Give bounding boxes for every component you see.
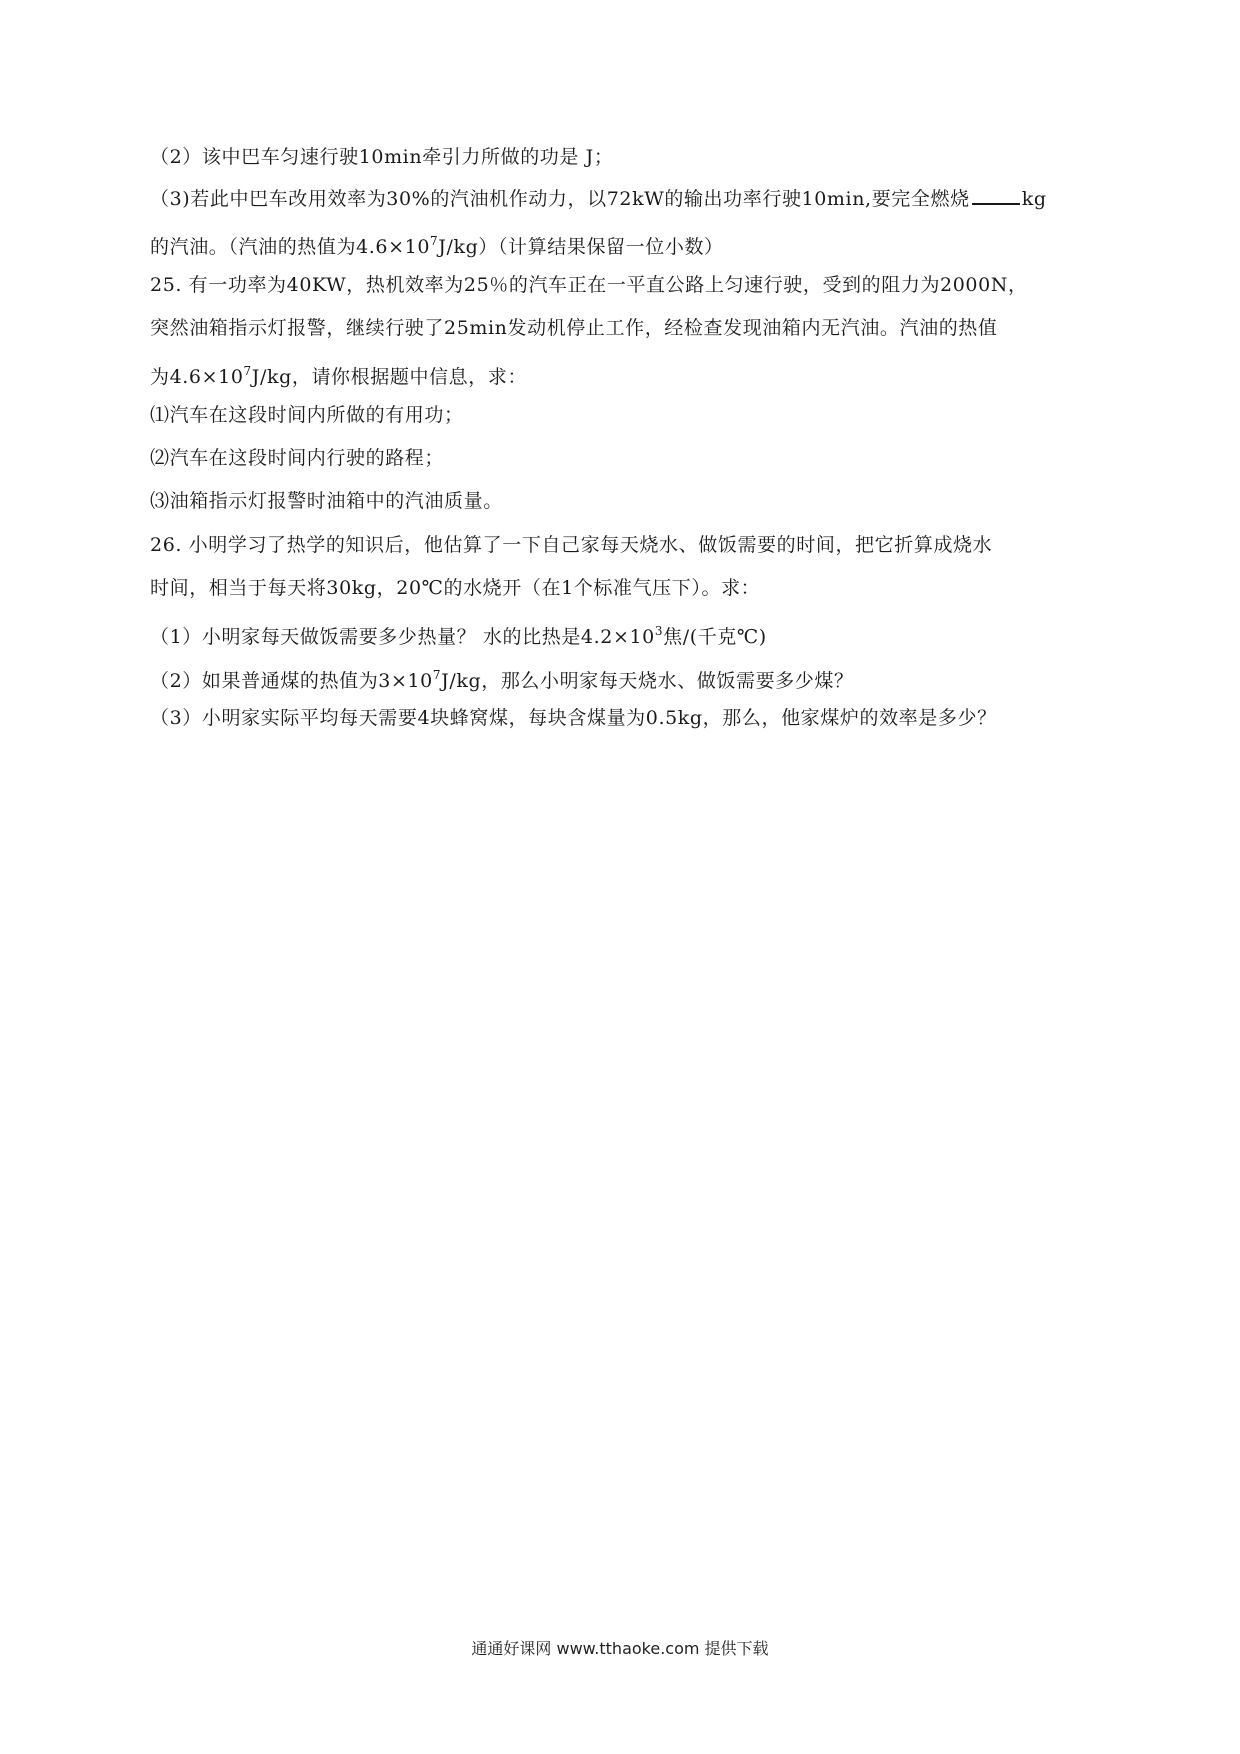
q25-line2 [150,313,1100,343]
q25-stem-3-pre: 为4.6×10 [150,366,244,388]
q25-part2 [150,443,1100,473]
answer-blank[interactable] [972,185,1020,205]
q25-part3-text: ⑶油箱指示灯报警时油箱中的汽油质量。 [150,490,503,512]
q24-heat-value-pre: 的汽油。（汽油的热值为4.6×10 [150,236,431,258]
q24-part3-text: （3)若此中巴车改用效率为30%的汽油机作动力，以72kW的输出功率行驶10min,要完全燃烧 [150,188,970,210]
q25-line3 [150,356,1100,392]
q24-part3-line2 [150,226,1100,262]
q26-part2-pre: （2）如果普通煤的热值为3×10 [150,670,433,692]
q26-stem-2: 时间，相当于每天将30kg，20℃的水烧开（在1个标准气压下）。求： [150,577,761,599]
q24-heat-value-post: J/kg）（计算结果保留一位小数） [438,236,724,258]
q26-part2-post: J/kg，那么小明家每天烧水、做饭需要多少煤？ [441,670,854,692]
q26-part1-post: 焦/(千克℃) [663,626,767,648]
q24-part2-text: （2）该中巴车匀速行驶10min牵引力所做的功是 J； [150,146,614,168]
exponent: 7 [430,234,439,248]
q26-part3-text: （3）小明家实际平均每天需要4块蜂窝煤，每块含煤量为0.5kg，那么，他家煤炉的效率是多少？ [150,707,997,729]
q24-part3-unit: kg [1021,188,1047,210]
page-footer [0,1636,1240,1659]
q26-stem-1: 26. 小明学习了热学的知识后，他估算了一下自己家每天烧水、做饭需要的时间，把它折算成烧水 [150,534,993,556]
q26-line2 [150,573,1100,603]
q25-line1 [150,270,1100,300]
q25-stem-1: 25. 有一功率为40KW，热机效率为25％的汽车正在一平直公路上匀速行驶，受到的阻力为2000N， [150,274,1028,296]
q24-part3-line1 [150,184,1100,214]
q25-part2-text: ⑵汽车在这段时间内行驶的路程； [150,447,445,469]
q25-stem-2: 突然油箱指示灯报警，继续行驶了25min发动机停止工作，经检查发现油箱内无汽油。汽油的热值 [150,317,998,339]
footer-text: 通通好课网 www.tthaoke.com 提供下载 [471,1639,769,1658]
q26-part2 [150,660,1100,696]
q26-part1-pre: （1）小明家每天做饭需要多少热量？ 水的比热是4.2×10 [150,626,655,648]
q24-part2 [150,142,1100,172]
q26-part3 [150,703,1100,733]
exponent: 7 [432,668,442,682]
q26-line1 [150,530,1100,560]
q26-part1 [150,616,1100,652]
q25-part1 [150,400,1100,430]
q25-part3 [150,486,1100,516]
exponent: 7 [243,364,252,378]
exponent: 3 [654,624,664,638]
q25-stem-3-post: J/kg，请你根据题中信息，求： [251,366,528,388]
q25-part1-text: ⑴汽车在这段时间内所做的有用功； [150,404,464,426]
